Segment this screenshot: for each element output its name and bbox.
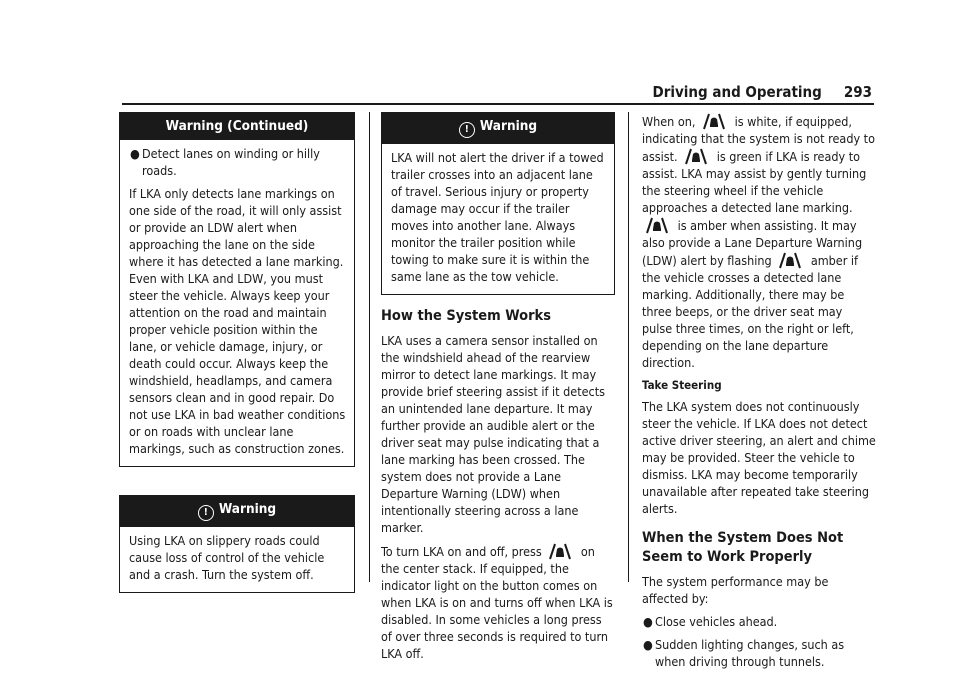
warning-title: ! Warning <box>120 496 354 527</box>
lane-keep-assist-icon <box>700 112 728 130</box>
warning-title: ! Warning <box>382 113 614 144</box>
warning-text: LKA will not alert the driver if a towed trailer crosses into an adjacent lane of travel. Serious injury or property damage may occur if the trailer moves into another lane. Always monitor the trailer position while towing to make sure it is within the same lane as the tow vehicle. <box>391 150 604 284</box>
bullet-icon: ● <box>643 614 653 629</box>
section-heading: When the System Does Not Seem to Work Properly <box>642 530 844 565</box>
alert-triangle-icon: ! <box>198 505 214 521</box>
bullet-item: ● Close vehicles ahead. <box>643 614 778 629</box>
warning-body <box>120 140 354 466</box>
body-paragraph: LKA uses a camera sensor installed on the windshield ahead of the rearview mirror to detect lane markings. It may provide brief steering assist if it detects an unintended lane departure. It may further provide an audible alert or the driver seat may pulse indicating that a lane marking has been crossed. The system does not provide a Lane Departure Warning (LDW) when intentionally steering across a lane marker. <box>381 333 605 535</box>
warning-box-continued <box>119 112 355 467</box>
lane-keep-assist-icon <box>546 542 574 560</box>
warning-title: Warning (Continued) <box>120 113 354 140</box>
column-divider-2 <box>628 112 629 582</box>
warning-box-slippery <box>119 495 355 593</box>
page-number: 293 <box>843 83 872 101</box>
lane-keep-assist-icon <box>643 216 671 234</box>
body-paragraph: The system performance may be affected by: <box>642 574 829 606</box>
bullet-item: ● Sudden lighting changes, such as when driving through tunnels. <box>643 637 845 669</box>
bullet-item: ● Detect lanes on winding or hilly roads. <box>130 146 320 178</box>
alert-triangle-icon: ! <box>459 122 475 138</box>
subheading: Take Steering <box>642 378 722 392</box>
column-1 <box>119 112 355 593</box>
warning-box-trailer <box>381 112 615 295</box>
how-section <box>381 307 615 662</box>
warning-body <box>382 144 614 294</box>
warning-text: If LKA only detects lane markings on one side of the road, it will only assist or provide an LDW alert when approaching the lane on the side where it has detected a lane marking. Even with LKA and LDW, you must steer the vehicle. Always keep your attention on the road and maintain proper vehicle position within the lane, or vehicle damage, injury, or death could occur. Always keep the windshield, headlamps, and camera sensors clean and in good repair. Do not use LKA in bad weather conditions or on roads with unclear lane markings, such as construction zones. <box>129 186 346 456</box>
lane-keep-assist-icon <box>682 147 710 165</box>
body-paragraph: When on, is white, if equipped, indicating that the system is not ready to assist. is green if LKA is ready to assist. LKA may assist by gently turning the steering wheel if the vehicle approaches a detected lane marking. is amber when assisting. It may also provide a Lane Departure Warning (LDW) alert by flashing amber if the vehicle crosses a detected lane marking. Additionally, there may be three beeps, or the driver seat may pulse three times, on the right or left, depending on the lane departure direction. <box>642 114 875 370</box>
section-title: Driving and Operating <box>652 83 822 101</box>
body-paragraph: To turn LKA on and off, press on the center stack. If equipped, the indicator light on the button comes on when LKA is on and turns off when LKA is disabled. In some vehicles a long press of over three seconds is required to turn LKA off. <box>381 544 613 661</box>
body-paragraph: The LKA system does not continuously steer the vehicle. If LKA does not detect active driver steering, an alert and chime may be provided. Steer the vehicle to dismiss. LKA may become temporarily unavailable after repeated take steering alerts. <box>642 399 876 516</box>
column-3 <box>642 112 876 676</box>
column-divider-1 <box>369 112 370 582</box>
section-heading: How the System Works <box>381 308 551 324</box>
warning-body <box>120 527 354 592</box>
lane-keep-assist-icon <box>776 251 804 269</box>
warning-text: Using LKA on slippery roads could cause loss of control of the vehicle and a crash. Turn the system off. <box>129 533 325 582</box>
running-header <box>652 83 872 101</box>
bullet-icon: ● <box>130 146 140 161</box>
header-rule <box>122 103 874 105</box>
bullet-icon: ● <box>643 637 653 652</box>
column-2 <box>381 112 615 668</box>
